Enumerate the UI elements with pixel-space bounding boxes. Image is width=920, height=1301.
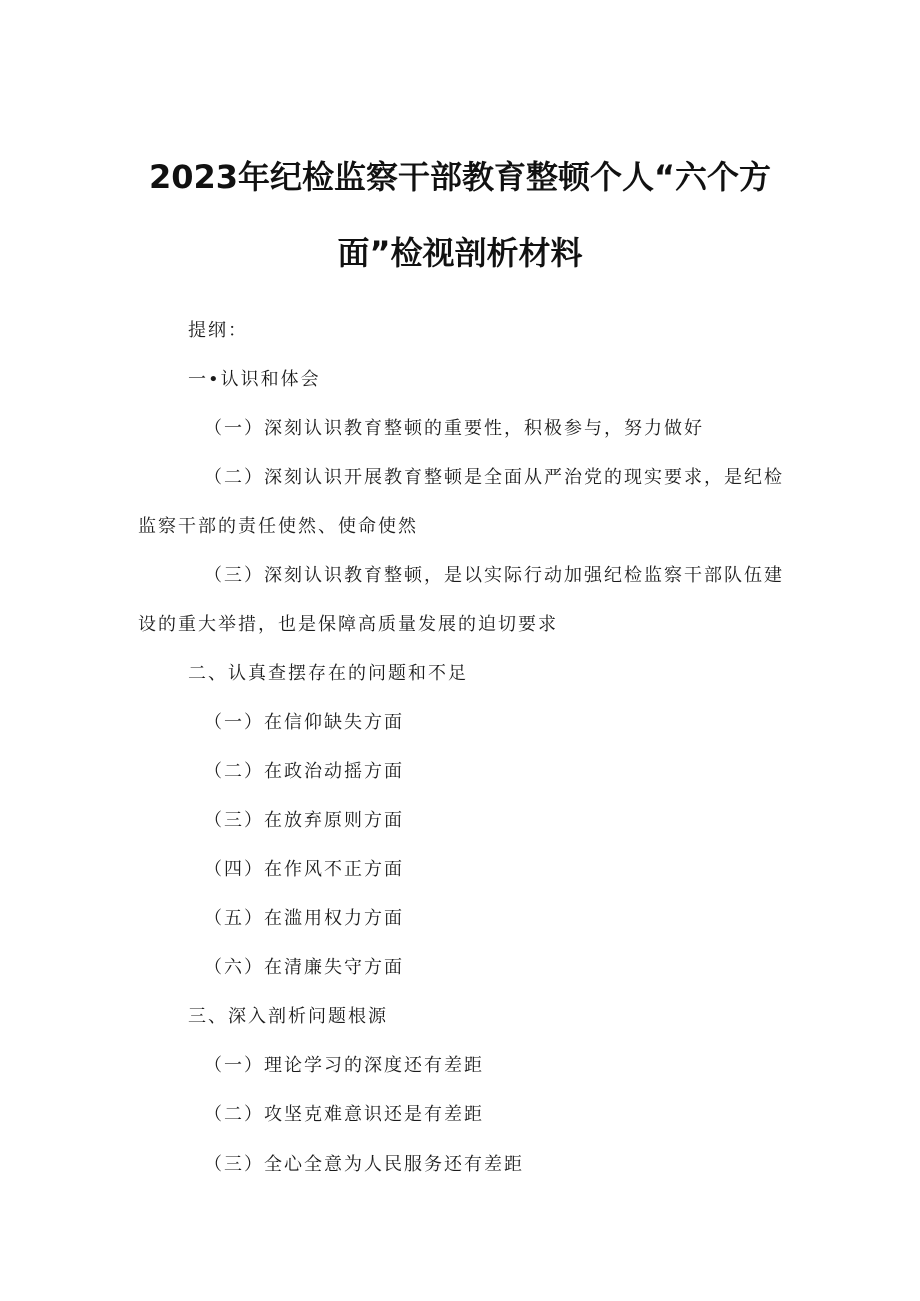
section-3-heading: 三、深入剖析问题根源 (188, 1006, 388, 1027)
section-3-item-1: （一）理论学习的深度还有差距 (204, 1055, 484, 1076)
section-2-item-4: （四）在作风不正方面 (204, 859, 404, 880)
section-1-heading: 一•认识和体会 (188, 369, 321, 390)
section-1-item-1: （一）深刻认识教育整顿的重要性，积极参与，努力做好 (204, 418, 704, 439)
section-3-item-2: （二）攻坚克难意识还是有差距 (204, 1104, 484, 1125)
section-2-item-6: （六）在清廉失守方面 (204, 957, 404, 978)
section-3-item-3: （三）全心全意为人民服务还有差距 (204, 1154, 524, 1175)
section-2-heading: 二、认真查摆存在的问题和不足 (188, 663, 468, 684)
section-2-item-1: （一）在信仰缺失方面 (204, 712, 404, 733)
document-title-line-1: 2023年纪检监察干部教育整顿个人“六个方 (148, 158, 772, 196)
section-1-item-2-line-1: （二）深刻认识开展教育整顿是全面从严治党的现实要求，是纪检 (204, 467, 784, 488)
outline-label: 提纲： (188, 320, 248, 341)
section-2-item-5: （五）在滥用权力方面 (204, 908, 404, 929)
document-title-line-2: 面”检视剖析材料 (337, 234, 583, 272)
section-1-item-2-line-2: 监察干部的责任使然、使命使然 (138, 516, 418, 537)
section-2-item-3: （三）在放弃原则方面 (204, 810, 404, 831)
section-2-item-2: （二）在政治动摇方面 (204, 761, 404, 782)
section-1-item-3-line-1: （三）深刻认识教育整顿，是以实际行动加强纪检监察干部队伍建 (204, 565, 784, 586)
section-1-item-3-line-2: 设的重大举措，也是保障高质量发展的迫切要求 (138, 614, 558, 635)
